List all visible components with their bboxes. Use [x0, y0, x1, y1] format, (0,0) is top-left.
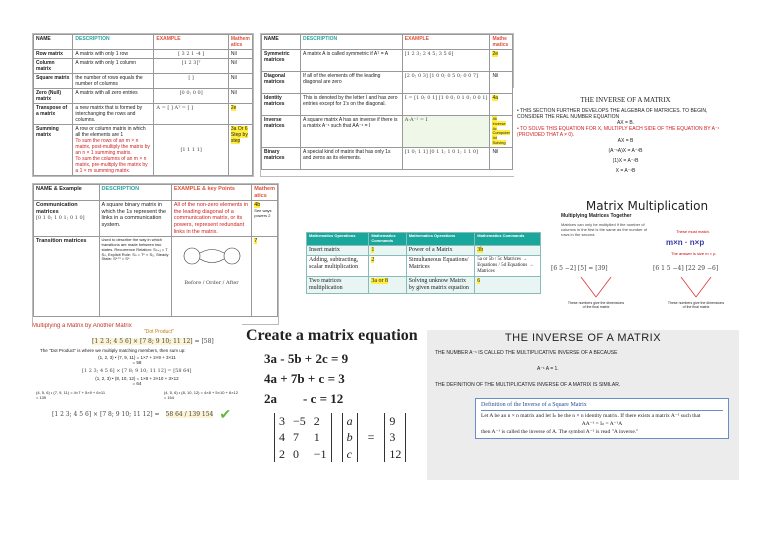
table-row: Transpose of a matrix a new matrix that is formed by interchanging the rows and columns. A = [ ] Aᵀ = [ ] 2e	[34, 104, 253, 125]
inverse-slide-2: THE INVERSE OF A MATRIX THE NUMBER A⁻¹ IS CALLED THE MULTIPLICATIVE INVERSE OF A BECAUSE A⁻¹ A = 1. THE DEFINITION OF THE MULTIPLICATIVE INVERSE OF A MATRIX IS SIMILAR. Definition of the Inverse of a Square Matrix Let A be an n × n matrix and let Iₙ be the n × n identity matrix. If there exists a matrix A⁻¹ such that AA⁻¹ = Iₙ = A⁻¹A then A⁻¹ is called the inverse of A. The symbol A⁻¹ is read "A inverse."	[427, 330, 739, 480]
matrix-multiplication-slide: Matrix Multiplication Multiplying Matrices Together Matrices can only be multiplied if the number of columns in the first is the same as the number of rows in the second. These must match. m×n · n×p The answer is size m × p. [6 5 −2] [5] = [39] [6 1 5 −4] [22 29 −6] These numbers give the dimensions of the final matrix These numbers give the dimensions of the final matrix	[541, 193, 753, 324]
col-description: DESCRIPTION	[73, 35, 154, 50]
table-row: Two matrices multiplication 3a or 8 Solving unknow Matrix by given matrix equation 6	[307, 276, 541, 293]
matrix-types-table-2: NAME DESCRIPTION EXAMPLE Mathe matics Symmetric matrices A matrix A is called symmetric if Aᵀ = A [1 2 3; 2 4 5; 3 5 6] 2e Diagonal matrices If all of the elements off the leading diagonal are zero [2 0; 0 3] [1 0 0; 0 5 0; 0 0 7] Nil Identity matrices This is denoted by the letter I and has zero entries except for 1's on the diagonal. I = [1 0; 0 1] [1 0 0; 0 1 0; 0 0 1] 4a Inverse matrices A square matrix A has an inverse if there is a matrix A⁻¹ such that AA⁻¹ = I A·A⁻¹ = I 4b Inverse 4c Computer 4d Solving Binary matrices A special kind of matrix that has only 1s and zeros as its elements. [1 0; 1 1] [0 1 1; 1 0 1; 1 1 0] Nil	[260, 33, 514, 177]
table-row: Identity matrices This is denoted by the letter I and has zero entries except for 1's on the diagonal. I = [1 0; 0 1] [1 0 0; 0 1 0; 0 0 1] 4a	[262, 94, 513, 116]
variable-vector: a b c	[342, 413, 358, 462]
col-math: Mathem atics	[228, 35, 252, 50]
table-row: Summing matrix A row or column matrix in which all the elements are 1 To sum the rows of an m × n matrix, post-multiply the matrix by an n × 1 summing matrix. To sum the columns of an m × n matrix, pre-multiply the matrix by a 1 × m summing matrix. [1 1 1 1] 3a Or 6 Step by step	[34, 125, 253, 176]
table-row: Binary matrices A special kind of matrix that has only 1s and zeros as its elements. [1 0; 1 1] [0 1 1; 1 0 1; 1 1 0] Nil	[262, 147, 513, 169]
matrix-equation-slide: Create a matrix equation 3a - 5b + 2c = 9 4a + 7b + c = 3 2a - c = 12 3 −5 2 4 7 1 2 0 −1 a b c = 9 3 12	[246, 327, 424, 479]
table-row: Transition matrices Used to describe the way in which transitions are made between two states. Recurrence Relation: Sₙ₊₁ = T Sₙ, Explicit Rule: Sₙ = Tⁿ × S₀, Steady State: Sⁿ⁺¹ = Sⁿ Before / Order / After 7	[34, 237, 278, 317]
table-row: Square matrix the number of rows equals the number of columns [ ] Nil	[34, 74, 253, 89]
slide-title: THE INVERSE OF A MATRIX	[504, 332, 662, 344]
col-example: EXAMPLE	[154, 35, 228, 50]
slide-title: Matrix Multiplication	[585, 199, 709, 213]
table-row: Insert matrix 1 Power of a Matrix 3b	[307, 245, 541, 255]
section-title: Multiplying a Matrix by Another Matrix	[32, 323, 132, 329]
table-row: Adding, subtracting, scalar multiplication 2 Simultaneous Equations/ Matrices 5a or 5b / 5c Matrices → Equations / 5d Equations → Matrices	[307, 255, 541, 276]
matrix-types-table-3: NAME & Example DESCRIPTION EXAMPLE & key Points Mathem atics Communication matrices [0 1 0; 1 0 1; 0 1 0] A square binary matrix in which the 1s represent the links in a communication system. All of the non-zero elements in the leading diagonal of a communication matrix, or its powers, represent redundant links in the matrix. 4b See ways powers 2 Transition matrices Used to describe the way in which transitions are made between two states. Recurrence Relation: Sₙ₊₁ = T Sₙ, Explicit Rule: Sₙ = Tⁿ × S₀, Steady State: Sⁿ⁺¹ = Sⁿ Before / Order / After 7	[32, 183, 279, 325]
slide-title: THE INVERSE OF A MATRIX	[580, 96, 671, 104]
inverse-slide-1: THE INVERSE OF A MATRIX • THIS SECTION FURTHER DEVELOPS THE ALGEBRA OF MATRICES. TO BEGIN, CONSIDER THE REAL NUMBER EQUATION AX = B. • TO SOLVE THIS EQUATION FOR X, MULTIPLY EACH SIDE OF THE EQUATION BY A⁻¹ (PROVIDED THAT A ≠ 0). AX = B (A⁻¹A)X = A⁻¹B (1)X = A⁻¹B X = A⁻¹B	[513, 88, 738, 176]
col-name: NAME	[34, 35, 73, 50]
table-row: Symmetric matrices A matrix A is called symmetric if Aᵀ = A [1 2 3; 2 4 5; 3 5 6] 2e	[262, 50, 513, 72]
table-row: Zero (Null) matrix A matrix with all zero entries [0 0; 0 0] Nil	[34, 89, 253, 104]
calculator-commands-table: Mathematics Operations Mathematics Commands Mathematics Operations Mathematics Commands Insert matrix 1 Power of a Matrix 3b Adding, subtracting, scalar multiplication 2 Simultaneous Equations/ Matrices 5a or 5b / 5c Matrices → Equations / 5d Equations → Matrices Two matrices multiplication 3a or 8 Solving unknow Matrix by given matrix equation 6	[306, 232, 541, 316]
result-vector: 9 3 12	[384, 413, 406, 462]
slide-title: Create a matrix equation	[246, 327, 418, 344]
dot-product-explanation: Multiplying a Matrix by Another Matrix "Dot Product" [1 2 3; 4 5 6] × [7 8; 9 10; 11 12] = [58] The "Dot Product" is where we multiply matching members, then sum up: (1, 2, 3) • (7, 9, 11) = 1×7 + 2×9 + 3×11 = 58 [1 2 3; 4 5 6] × [7 8; 9 10; 11 12] = [58 64] (1, 2, 3) • (8, 10, 12) = 1×8 + 2×10 + 3×12 = 64 (4, 5, 6) • (7, 9, 11) = 4×7 + 5×9 + 6×11 = 139 (4, 5, 6) • (8, 10, 12) = 4×8 + 5×10 + 6×12 = 154 [1 2 3; 4 5 6] × [7 8; 9 10; 11 12] = 58 64 / 139 154 ✔	[32, 323, 242, 475]
table-row: Diagonal matrices If all of the elements off the leading diagonal are zero [2 0; 0 3] [1 0 0; 0 5 0; 0 0 7] Nil	[262, 72, 513, 94]
transition-diagram	[177, 238, 247, 278]
table-row: Communication matrices [0 1 0; 1 0 1; 0 1 0] A square binary matrix in which the 1s represent the links in a communication system. All of the non-zero elements in the leading diagonal of a communication matrix, or its powers, represent redundant links in the matrix. 4b See ways powers 2	[34, 201, 278, 237]
table-row: Inverse matrices A square matrix A has an inverse if there is a matrix A⁻¹ such that AA⁻¹ = I A·A⁻¹ = I 4b Inverse 4c Computer 4d Solving	[262, 116, 513, 148]
table-row: Column matrix A matrix with only 1 column [1 2 3]ᵀ Nil	[34, 59, 253, 74]
checkmark-icon: ✔	[219, 406, 232, 422]
arrows-diagram	[541, 275, 753, 315]
table-row: Row matrix A matrix with only 1 row [ 3 2 1 -4 ] Nil	[34, 50, 253, 59]
matrix-types-table-1	[32, 33, 254, 177]
coefficient-matrix: 3 −5 2 4 7 1 2 0 −1	[274, 413, 332, 462]
definition-box: Definition of the Inverse of a Square Matrix Let A be an n × n matrix and let Iₙ be the n × n identity matrix. If there exists a matrix A⁻¹ such that AA⁻¹ = Iₙ = A⁻¹A then A⁻¹ is called the inverse of A. The symbol A⁻¹ is read "A inverse."	[475, 398, 729, 439]
